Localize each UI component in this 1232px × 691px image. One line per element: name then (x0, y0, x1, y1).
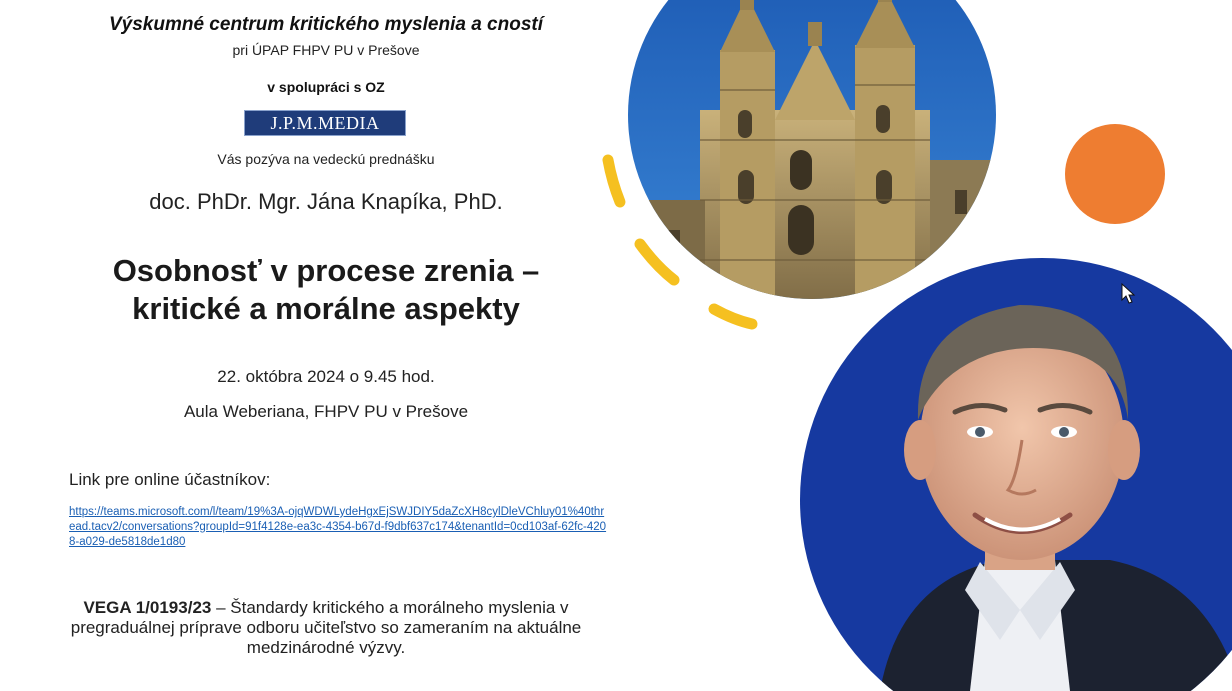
lecture-title-line-1: Osobnosť v procese zrenia – (112, 253, 540, 288)
lecture-title-line-2: kritické a morálne aspekty (132, 291, 520, 326)
online-link-label: Link pre online účastníkov: (69, 470, 271, 489)
grant-code: VEGA 1/0193/23 (83, 598, 212, 617)
yellow-dash (608, 160, 620, 202)
partner-logo-text: J.P.M.MEDIA (270, 112, 380, 133)
cooperation-line: v spolupráci s OZ (267, 79, 385, 95)
yellow-dash (714, 309, 752, 324)
orange-circle (1065, 124, 1165, 224)
org-subtitle: pri ÚPAP FHPV PU v Prešove (232, 42, 420, 58)
cathedral-photo (620, 0, 1010, 310)
grant-description: – Štandardy kritického a morálneho myslenia v pregraduálnej príprave odboru učiteľstvo so zameraním na aktuálne medzinárodné výzvy. (70, 598, 582, 657)
yellow-dash (640, 244, 674, 280)
speaker-portrait (790, 250, 1232, 691)
speaker-name: doc. PhDr. Mgr. Jána Knapíka, PhD. (149, 189, 503, 214)
org-title: Výskumné centrum kritického myslenia a cností (108, 14, 543, 35)
invitation-intro: Vás pozýva na vedeckú prednášku (217, 151, 435, 167)
lecture-venue: Aula Weberiana, FHPV PU v Prešove (183, 402, 469, 421)
online-teams-link[interactable]: https://teams.microsoft.com/l/team/19%3A-ojqWDWLydeHgxEjSWJDIY5daZcXH8cylDleVChluy01%40thread.tacv2/conversations?groupId=91f4128e-ea3c-4354-b67d-f9dbf637c174&tenantId=0cd103af-62fc-4208-a029-de5818de1d80 (69, 506, 607, 548)
lecture-date: 22. októbra 2024 o 9.45 hod. (217, 367, 435, 386)
